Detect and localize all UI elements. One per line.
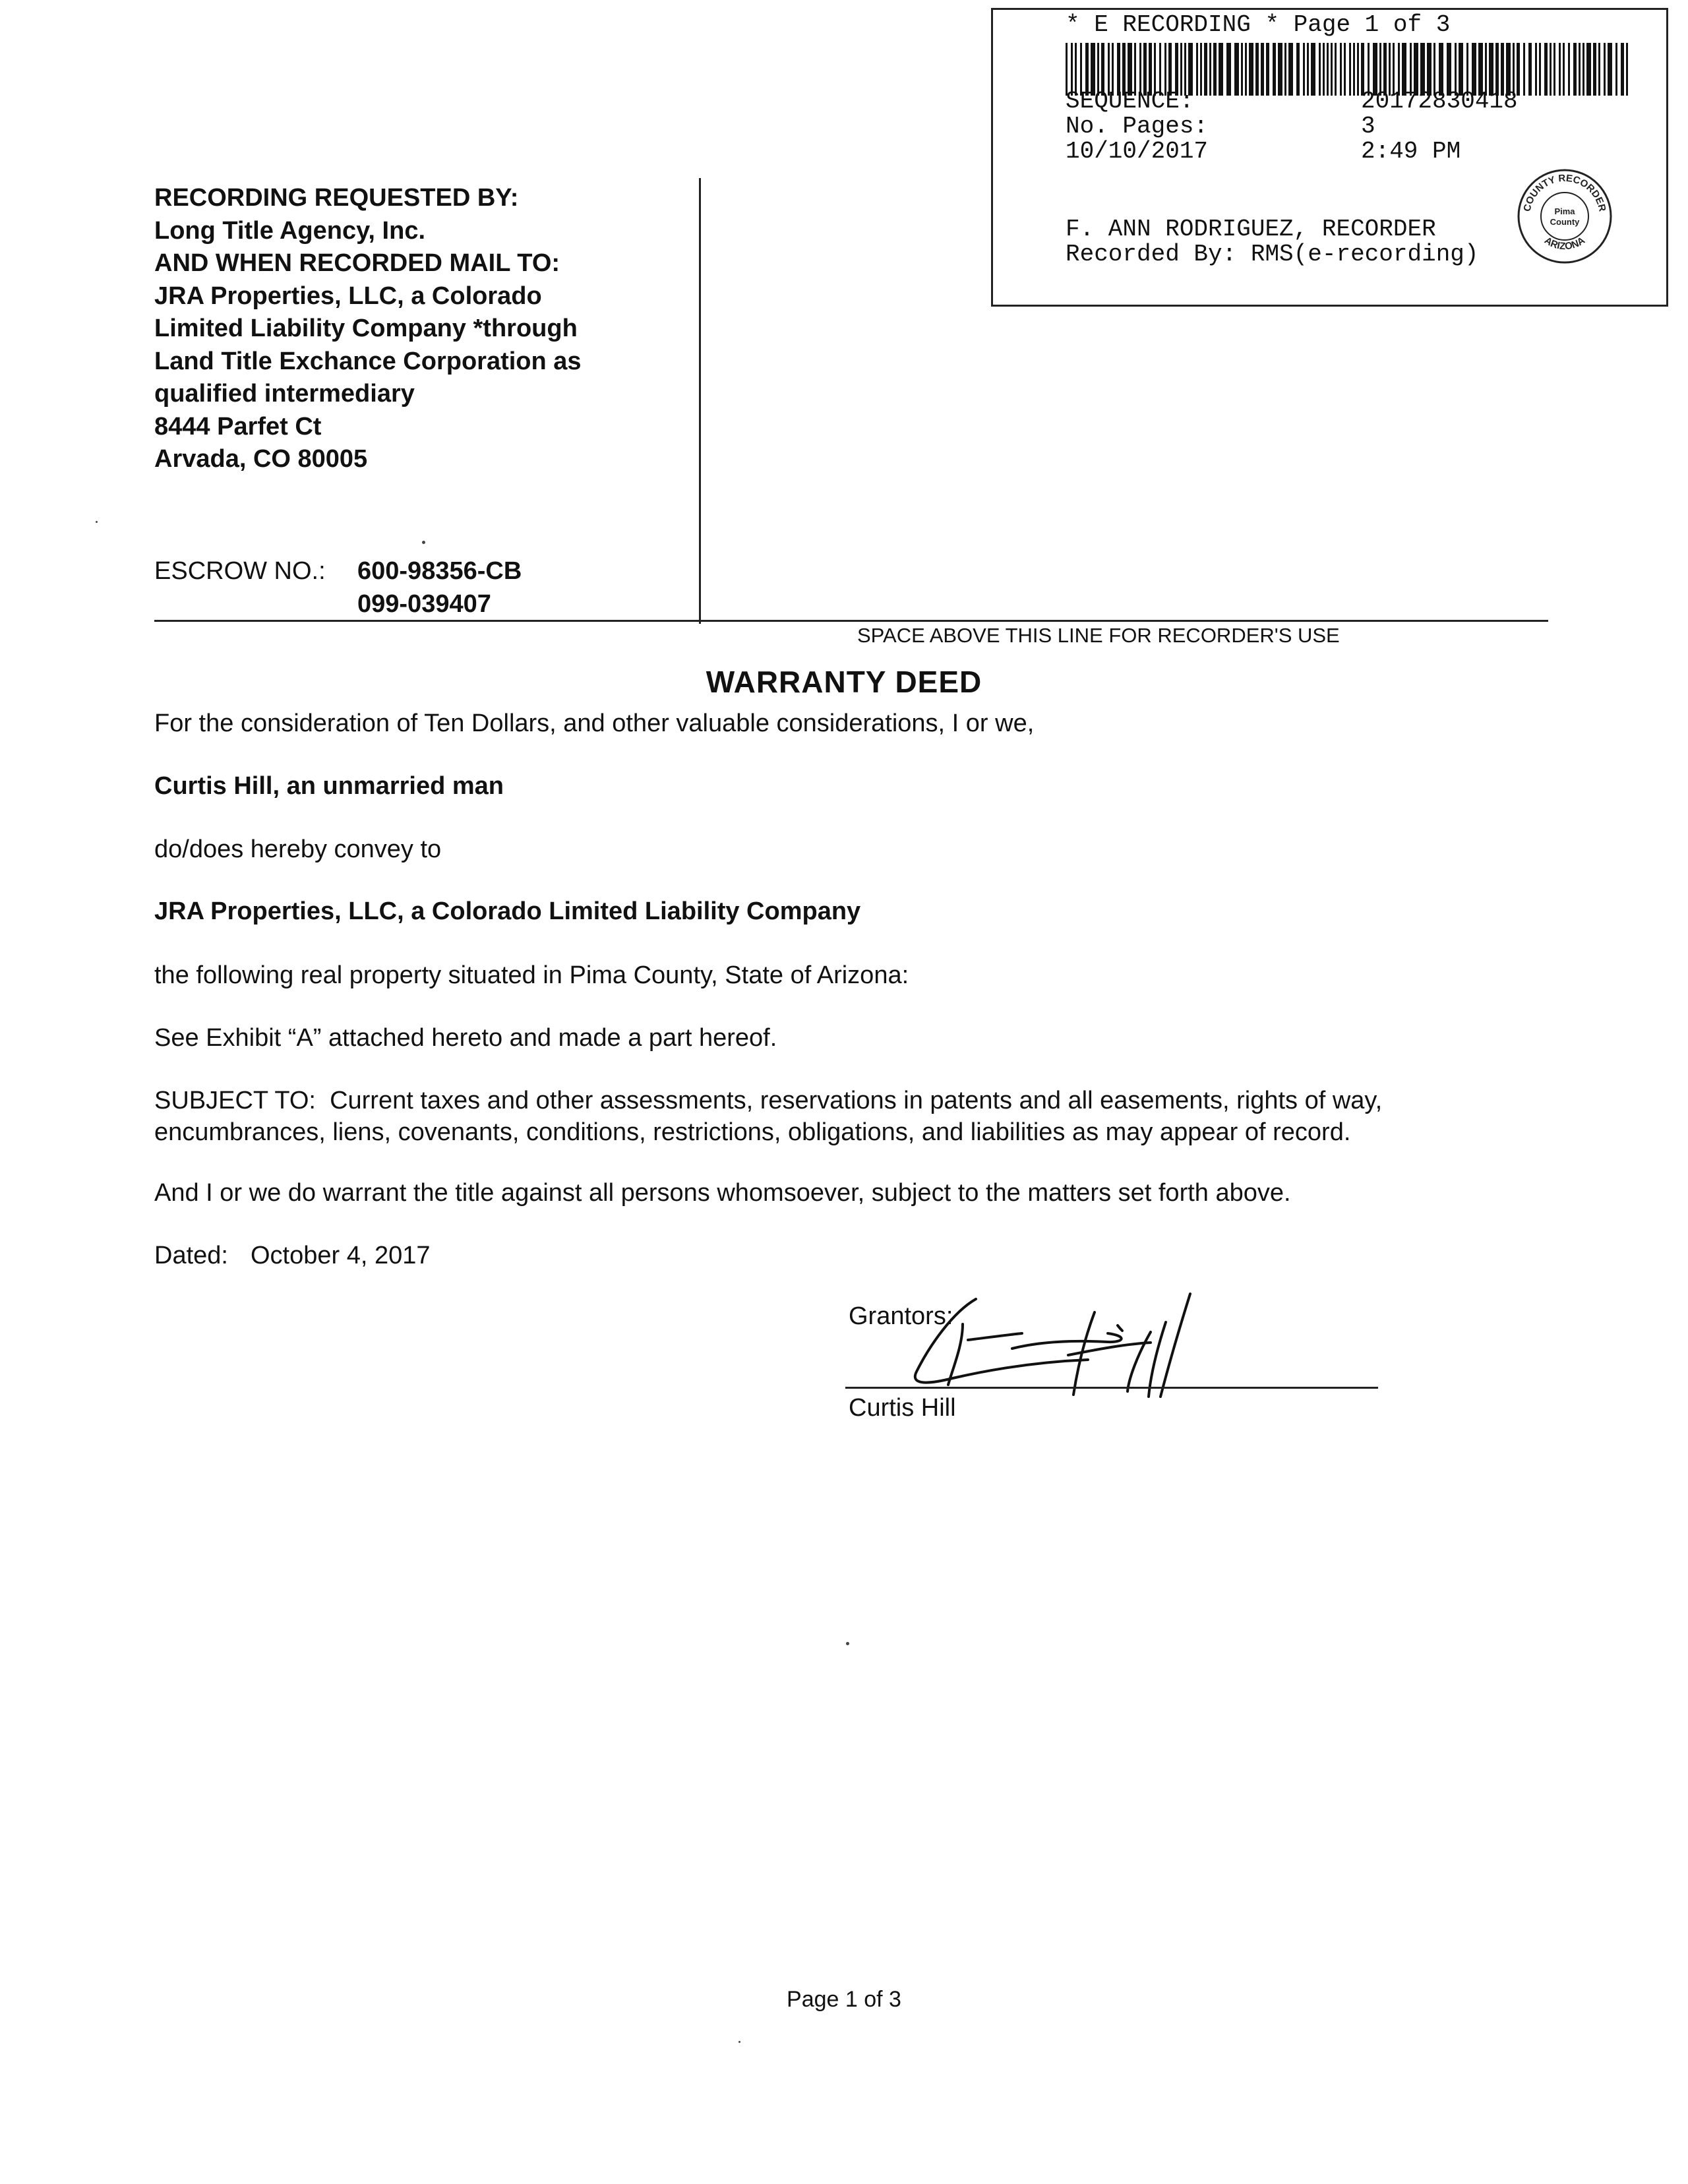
grantors-label: Grantors: [849, 1302, 953, 1330]
recording-request-block [154, 182, 702, 476]
recording-date: 10/10/2017 [1066, 138, 1209, 165]
request-line: qualified intermediary [154, 380, 415, 408]
recorded-by: Recorded By: RMS(e-recording) [1066, 241, 1479, 268]
barcode-bar [1303, 43, 1305, 96]
recording-header: * E RECORDING * Page 1 of 3 [1066, 11, 1451, 38]
exhibit-paragraph: See Exhibit “A” attached hereto and made a part hereof. [154, 1024, 777, 1052]
escrow-label: ESCROW NO.: [154, 557, 326, 585]
barcode-bar [1278, 43, 1282, 96]
barcode-bar [1196, 43, 1198, 96]
barcode-bar [1284, 43, 1286, 96]
warrant-paragraph: And I or we do warrant the title against all persons whomsoever, subject to the matters set forth above. [154, 1179, 1291, 1207]
sequence-label: SEQUENCE: [1066, 88, 1194, 115]
barcode-bar [1593, 43, 1596, 96]
pages-label: No. Pages: [1066, 113, 1209, 140]
barcode-bar [1311, 43, 1315, 96]
barcode-bar [1255, 43, 1259, 96]
recording-time: 2:49 PM [1361, 138, 1461, 165]
barcode-bar [1539, 43, 1541, 96]
barcode-bar [1568, 43, 1570, 96]
dated-label: Dated: [154, 1242, 228, 1269]
barcode-bar [1559, 43, 1561, 96]
barcode-bar [1219, 43, 1223, 96]
scan-speck [96, 521, 98, 523]
signer-name: Curtis Hill [849, 1394, 956, 1422]
scan-speck [422, 541, 425, 544]
barcode-bar [1319, 43, 1321, 96]
barcode-bar [1335, 43, 1337, 96]
barcode-bar [1626, 43, 1628, 96]
request-line: Limited Liability Company *through [154, 315, 578, 342]
property-paragraph: the following real property situated in Pima County, State of Arizona: [154, 961, 909, 989]
barcode-bar [1307, 43, 1309, 96]
barcode-bar [1234, 43, 1239, 96]
barcode-bar [1323, 43, 1325, 96]
barcode-bar [1266, 43, 1269, 96]
recorder-divider-horizontal [154, 620, 1548, 622]
page-number: Page 1 of 3 [787, 1987, 901, 2012]
barcode-bar [1327, 43, 1329, 96]
barcode-bar [1209, 43, 1211, 96]
seal-text-center-2: County [1550, 217, 1580, 227]
barcode-bar [1296, 43, 1300, 96]
barcode-bar [1563, 43, 1565, 96]
escrow-number: 099-039407 [357, 590, 491, 618]
subject-to-paragraph: SUBJECT TO: Current taxes and other assessments, reservations in patents and all easements, rights of way, encumbrances, liens, covenants, conditions, restrictions, obligations, and liabilities as may appear of record. [154, 1087, 1389, 1146]
barcode-bar [1241, 43, 1243, 96]
barcode-bar [1288, 43, 1293, 96]
recorder-stamp [991, 8, 1668, 307]
grantee-name: JRA Properties, LLC, a Colorado Limited Liability Company [154, 897, 861, 925]
dated-value: October 4, 2017 [251, 1242, 431, 1269]
escrow-number: 600-98356-CB [357, 557, 522, 585]
pages-value: 3 [1361, 113, 1375, 140]
scan-speck [738, 2041, 740, 2043]
request-line: Land Title Exchance Corporation as [154, 347, 582, 375]
barcode-bar [1353, 43, 1355, 96]
barcode-bar [1249, 43, 1253, 96]
barcode-bar [1523, 43, 1525, 96]
recorder-name: F. ANN RODRIGUEZ, RECORDER [1066, 216, 1436, 243]
signature-line [845, 1387, 1378, 1389]
barcode-bar [1550, 43, 1552, 96]
barcode-bar [1553, 43, 1555, 96]
grantor-name: Curtis Hill, an unmarried man [154, 772, 504, 800]
barcode-bar [1608, 43, 1612, 96]
seal-text-bottom: ARIZONA [1542, 235, 1587, 253]
barcode-bar [1273, 43, 1276, 96]
barcode-bar [1226, 43, 1231, 96]
barcode-bar [1213, 43, 1217, 96]
convey-paragraph: do/does hereby convey to [154, 835, 442, 863]
barcode-bar [1621, 43, 1624, 96]
barcode-bar [1544, 43, 1548, 96]
barcode-bar [1344, 43, 1346, 96]
request-line: Long Title Agency, Inc. [154, 216, 426, 245]
seal-text-center-1: Pima [1554, 206, 1575, 216]
scan-speck [846, 1642, 849, 1645]
barcode-bar [1245, 43, 1247, 96]
document-title: WARRANTY DEED [706, 665, 982, 699]
request-line: AND WHEN RECORDED MAIL TO: [154, 249, 560, 277]
barcode-bar [1357, 43, 1359, 96]
recorder-divider-vertical [699, 178, 701, 624]
seal-text-top: COUNTY RECORDER [1521, 172, 1608, 213]
barcode-bar [1200, 43, 1202, 96]
sequence-value: 20172830418 [1361, 88, 1518, 115]
barcode-bar [1204, 43, 1207, 96]
barcode-bar [1598, 43, 1600, 96]
barcode-bar [1586, 43, 1591, 96]
request-line: RECORDING REQUESTED BY: [154, 184, 519, 212]
barcode-bar [1582, 43, 1584, 96]
barcode-bar [1349, 43, 1351, 96]
barcode-bar [1604, 43, 1606, 96]
recorder-space-note: SPACE ABOVE THIS LINE FOR RECORDER'S USE [857, 624, 1340, 647]
consideration-paragraph: For the consideration of Ten Dollars, and other valuable considerations, I or we, [154, 710, 1035, 737]
barcode-bar [1261, 43, 1264, 96]
barcode-bar [1528, 43, 1532, 96]
barcode-bar [1331, 43, 1333, 96]
barcode-bar [1535, 43, 1537, 96]
request-line: 8444 Parfet Ct [154, 412, 322, 440]
barcode-bar [1573, 43, 1577, 96]
barcode-bar [1579, 43, 1581, 96]
barcode-bar [1340, 43, 1342, 96]
request-line: JRA Properties, LLC, a Colorado [154, 282, 542, 310]
barcode-bar [1615, 43, 1617, 96]
county-seal-icon [1515, 167, 1614, 266]
request-line: Arvada, CO 80005 [154, 445, 368, 473]
